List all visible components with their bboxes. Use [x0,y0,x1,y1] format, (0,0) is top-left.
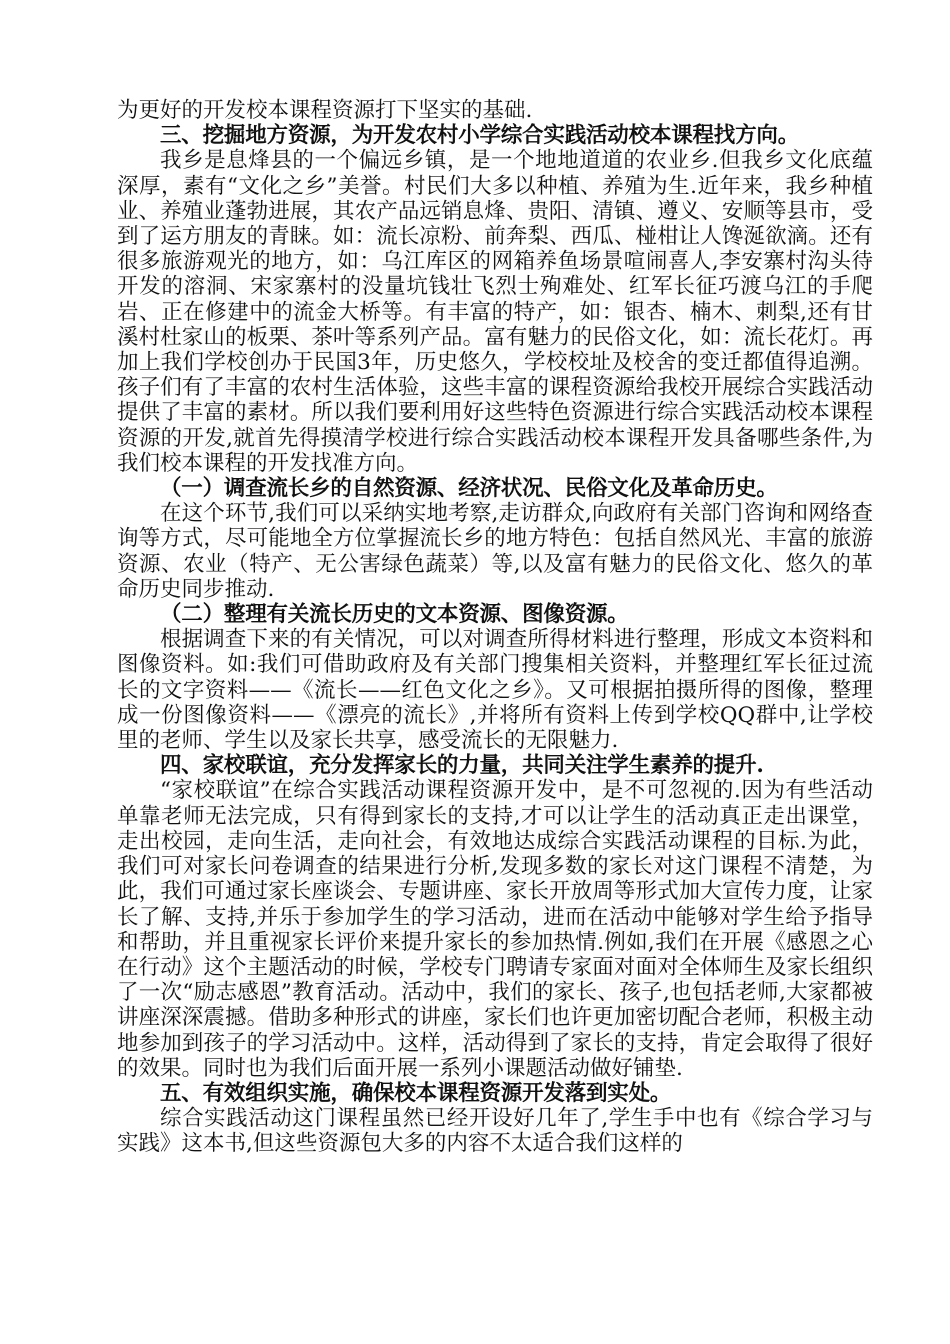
paragraph-implementation: 综合实践活动这门课程虽然已经开设好几年了,学生手中也有《综合学习与实践》这本书,但这些资源包大多的内容不太适合我们这样的 [117,1106,873,1157]
paragraph-organize-materials: 根据调查下来的有关情况，可以对调查所得材料进行整理，形成文本资料和图像资料。如:我们可借助政府及有关部门搜集相关资料，并整理红军长征过流长的文字资料——《流长——红色文化之乡》。又可根据拍摄所得的图像，整理成一份图像资料——《漂亮的流长》,并将所有资料上传到学校QQ群中,让学校里的老师、学生以及家长共享，感受流长的无限魅力. [117,627,873,754]
paragraph-intro: 为更好的开发校本课程资源打下坚实的基础. [117,98,533,123]
section-heading-4: 四、家校联谊，充分发挥家长的力量，共同关注学生素养的提升. [160,753,764,779]
paragraph-home-school: “家校联谊”在综合实践活动课程资源开发中，是不可忽视的.因为有些活动单靠老师无法完成，只有得到家长的支持,才可以让学生的活动真正走出课堂，走出校园，走向生活，走向社会，有效地达成综合实践活动课程的目标.为此，我们可对家长问卷调查的结果进行分析,发现多数的家长对这门课程不清楚，为此，我们可通过家长座谈会、专题讲座、家长开放周等形式加大宣传力度，让家长了解、支持,并乐于参加学生的学习活动，进而在活动中能够对学生给予指导和帮助，并且重视家长评价来提升家长的参加热情.例如,我们在开展《感恩之心在行动》这个主题活动的时候，学校专门聘请专家面对面对全体师生及家长组织了一次“励志感恩”教育活动。活动中，我们的家长、孩子,也包括老师,大家都被讲座深深震撼。借助多种形式的讲座，家长们也许更加密切配合老师，积极主动地参加到孩子的学习活动中。这样，活动得到了家长的支持，肯定会取得了很好的效果。同时也为我们后面开展一系列小课题活动做好铺垫. [117,778,873,1081]
paragraph-survey: 在这个环节,我们可以采纳实地考察,走访群众,向政府有关部门咨询和网络查询等方式，尽可能地全方位掌握流长乡的地方特色：包括自然风光、丰富的旅游资源、农业（特产、无公害绿色蔬菜）等,以及富有魅力的民俗文化、悠久的革命历史同步推动. [117,501,873,602]
subsection-heading-2: （二）整理有关流长历史的文本资源、图像资源。 [160,602,629,628]
paragraph-local-resources: 我乡是息烽县的一个偏远乡镇，是一个地地道道的农业乡.但我乡文化底蕴深厚，素有“文化之乡”美誉。村民们大多以种植、养殖为生.近年来，我乡种植业、养殖业蓬勃进展，其农产品远销息烽、贵阳、清镇、遵义、安顺等县市，受到了运方朋友的青睐。如：流长凉粉、前奔梨、西瓜、椪柑让人馋涎欲滴。还有很多旅游观光的地方，如：乌江库区的网箱养鱼场景喧闹喜人,李安寨村沟头待开发的溶洞、宋家寨村的没量坑钱壮飞烈士殉难处、红军长征巧渡乌江的手爬岩、正在修建中的流金大桥等。有丰富的特产，如：银杏、楠木、刺梨,还有甘溪村杜家山的板栗、茶叶等系列产品。富有魅力的民俗文化，如：流长花灯。再加上我们学校创办于民国3年，历史悠久，学校校址及校舍的变迁都值得追溯。孩子们有了丰富的农村生活体验，这些丰富的课程资源给我校开展综合实践活动提供了丰富的素材。所以我们要利用好这些特色资源进行综合实践活动校本课程资源的开发,就首先得摸清学校进行综合实践活动校本课程开发具备哪些条件,为我们校本课程的开发找准方向。 [117,148,873,476]
document-page [117,98,873,1157]
section-heading-3: 三、挖掘地方资源，为开发农村小学综合实践活动校本课程找方向。 [160,123,800,149]
subsection-heading-1: （一）调查流长乡的自然资源、经济状况、民俗文化及革命历史。 [160,476,778,502]
section-heading-5: 五、有效组织实施，确保校本课程资源开发落到实处。 [160,1080,672,1106]
